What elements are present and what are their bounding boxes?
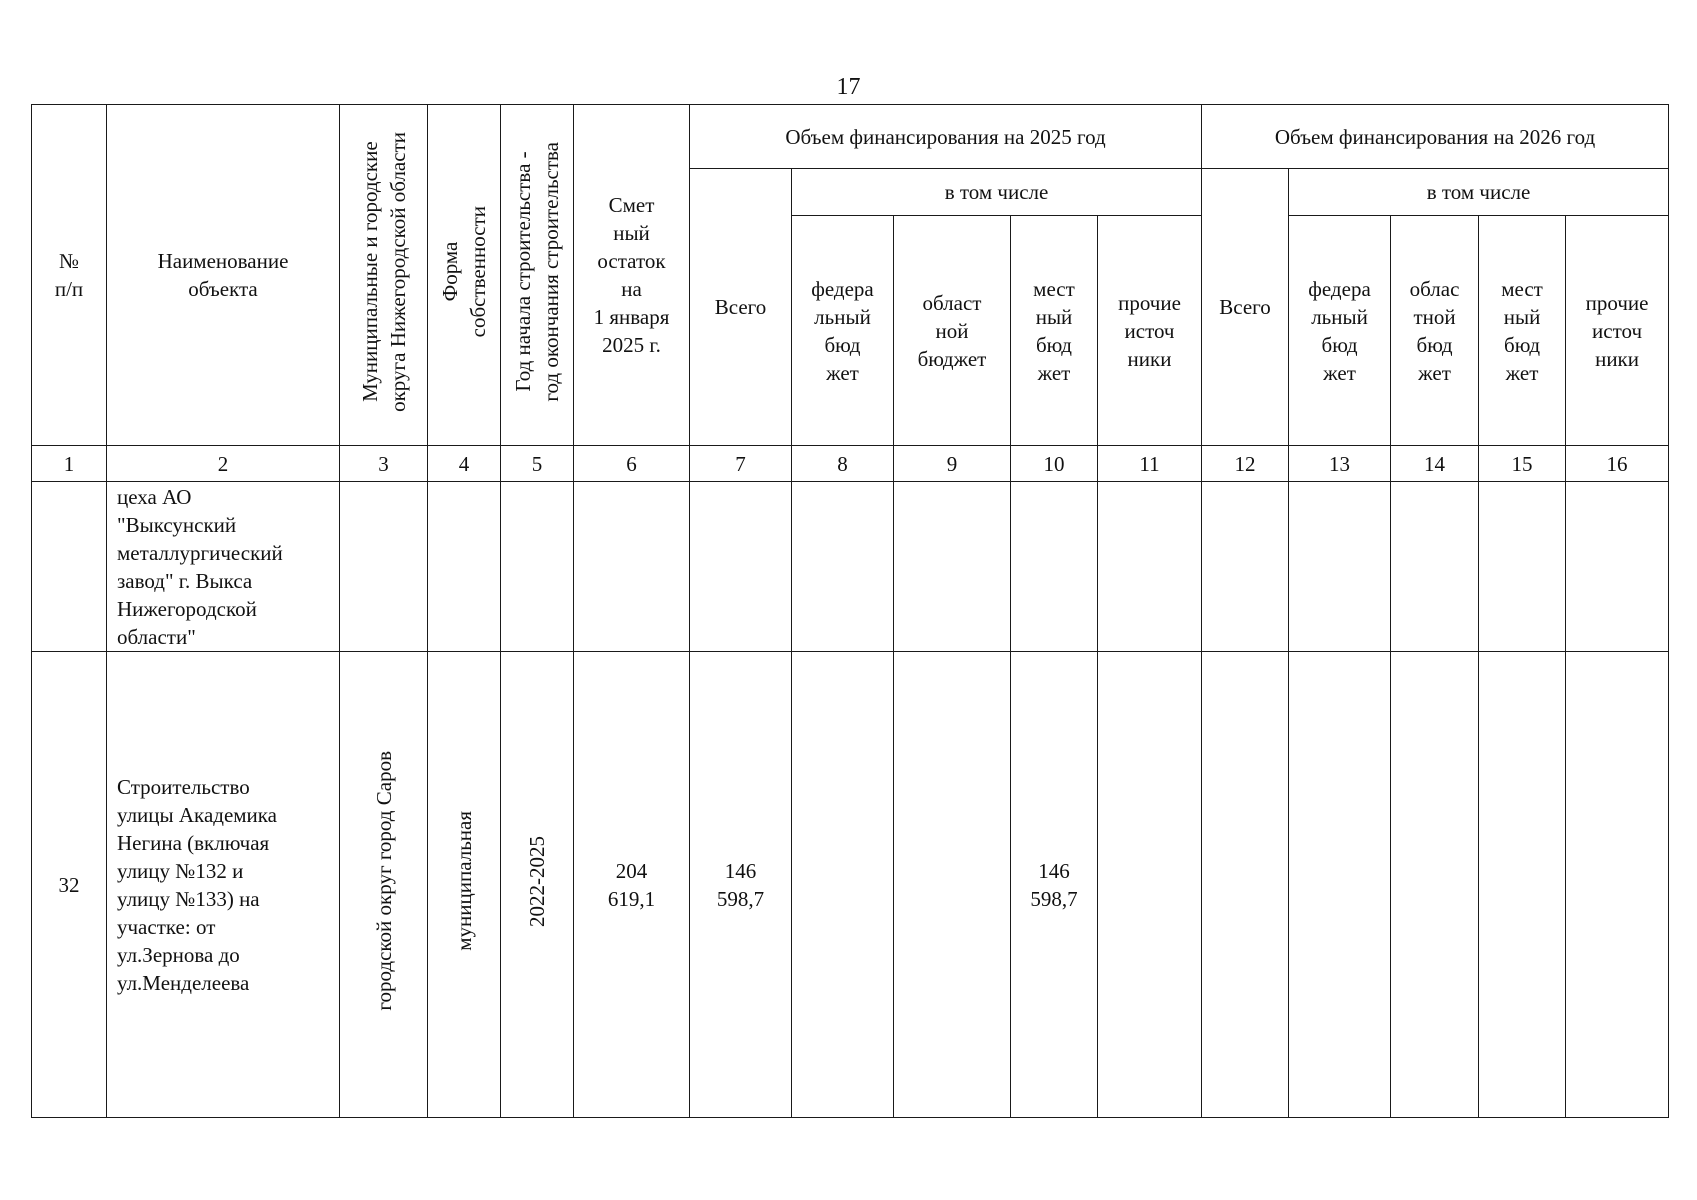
header-total-2025: Всего [690, 169, 792, 446]
header-municipal: Муниципальные и городские округа Нижегородской области [340, 105, 428, 446]
header-federal-2025: федера льный бюд жет [792, 216, 894, 446]
row-local-2025 [1011, 482, 1098, 652]
column-number: 1 [32, 446, 107, 482]
column-number: 14 [1391, 446, 1479, 482]
row-regional-2025 [894, 482, 1011, 652]
row-estimate: 204 619,1 [574, 652, 690, 1118]
row-local-2025: 146 598,7 [1011, 652, 1098, 1118]
row-num: 32 [32, 652, 107, 1118]
header-regional-2025: област ной бюджет [894, 216, 1011, 446]
header-years: Год начала строительства - год окончания строительства [501, 105, 574, 446]
row-federal-2026 [1289, 482, 1391, 652]
column-number: 6 [574, 446, 690, 482]
header-including-2025: в том числе [792, 169, 1202, 216]
table-row [32, 652, 1669, 1118]
header-other-2026: прочие источ ники [1566, 216, 1669, 446]
row-regional-2026 [1391, 482, 1479, 652]
header-including-2026: в том числе [1289, 169, 1669, 216]
row-years: 2022-2025 [501, 652, 574, 1118]
column-number-row [32, 446, 1669, 482]
header-local-2026: мест ный бюд жет [1479, 216, 1566, 446]
column-number: 5 [501, 446, 574, 482]
column-number: 8 [792, 446, 894, 482]
header-other-2025: прочие источ ники [1098, 216, 1202, 446]
row-municipal [340, 482, 428, 652]
column-number: 12 [1202, 446, 1289, 482]
row-federal-2025 [792, 482, 894, 652]
column-number: 11 [1098, 446, 1202, 482]
header-name: Наименование объекта [107, 105, 340, 446]
column-number: 10 [1011, 446, 1098, 482]
column-number: 13 [1289, 446, 1391, 482]
column-number: 7 [690, 446, 792, 482]
column-number: 15 [1479, 446, 1566, 482]
column-number: 4 [428, 446, 501, 482]
header-federal-2026: федера льный бюд жет [1289, 216, 1391, 446]
row-object-name: Строительство улицы Академика Негина (включая улицу №132 и улицу №133) на участке: от ул.Зернова до ул.Менделеева [107, 652, 340, 1118]
table-row [32, 482, 1669, 652]
row-federal-2025 [792, 652, 894, 1118]
page-number: 17 [836, 74, 861, 100]
row-total-2026 [1202, 482, 1289, 652]
row-municipal: городской округ город Саров [340, 652, 428, 1118]
column-number: 3 [340, 446, 428, 482]
row-estimate [574, 482, 690, 652]
header-fin-2025: Объем финансирования на 2025 год [690, 105, 1202, 169]
row-other-2026 [1566, 482, 1669, 652]
header-fin-2026: Объем финансирования на 2026 год [1202, 105, 1669, 169]
row-other-2025 [1098, 482, 1202, 652]
column-number: 2 [107, 446, 340, 482]
row-total-2026 [1202, 652, 1289, 1118]
row-num [32, 482, 107, 652]
header-estimate: Смет ный остаток на 1 января 2025 г. [574, 105, 690, 446]
row-other-2025 [1098, 652, 1202, 1118]
row-total-2025 [690, 482, 792, 652]
row-total-2025: 146 598,7 [690, 652, 792, 1118]
row-object-name: цеха АО "Выксунский металлургический завод" г. Выкса Нижегородской области" [107, 482, 340, 652]
row-regional-2026 [1391, 652, 1479, 1118]
header-regional-2026: облас тной бюд жет [1391, 216, 1479, 446]
construction-funding-table [31, 104, 1669, 1118]
row-local-2026 [1479, 652, 1566, 1118]
row-ownership: муниципальная [428, 652, 501, 1118]
row-ownership [428, 482, 501, 652]
row-years [501, 482, 574, 652]
column-number: 9 [894, 446, 1011, 482]
row-local-2026 [1479, 482, 1566, 652]
row-federal-2026 [1289, 652, 1391, 1118]
row-regional-2025 [894, 652, 1011, 1118]
header-local-2025: мест ный бюд жет [1011, 216, 1098, 446]
row-other-2026 [1566, 652, 1669, 1118]
header-total-2026: Всего [1202, 169, 1289, 446]
header-row-top [32, 105, 1669, 169]
header-num: № п/п [32, 105, 107, 446]
header-ownership: Форма собственности [428, 105, 501, 446]
column-number: 16 [1566, 446, 1669, 482]
